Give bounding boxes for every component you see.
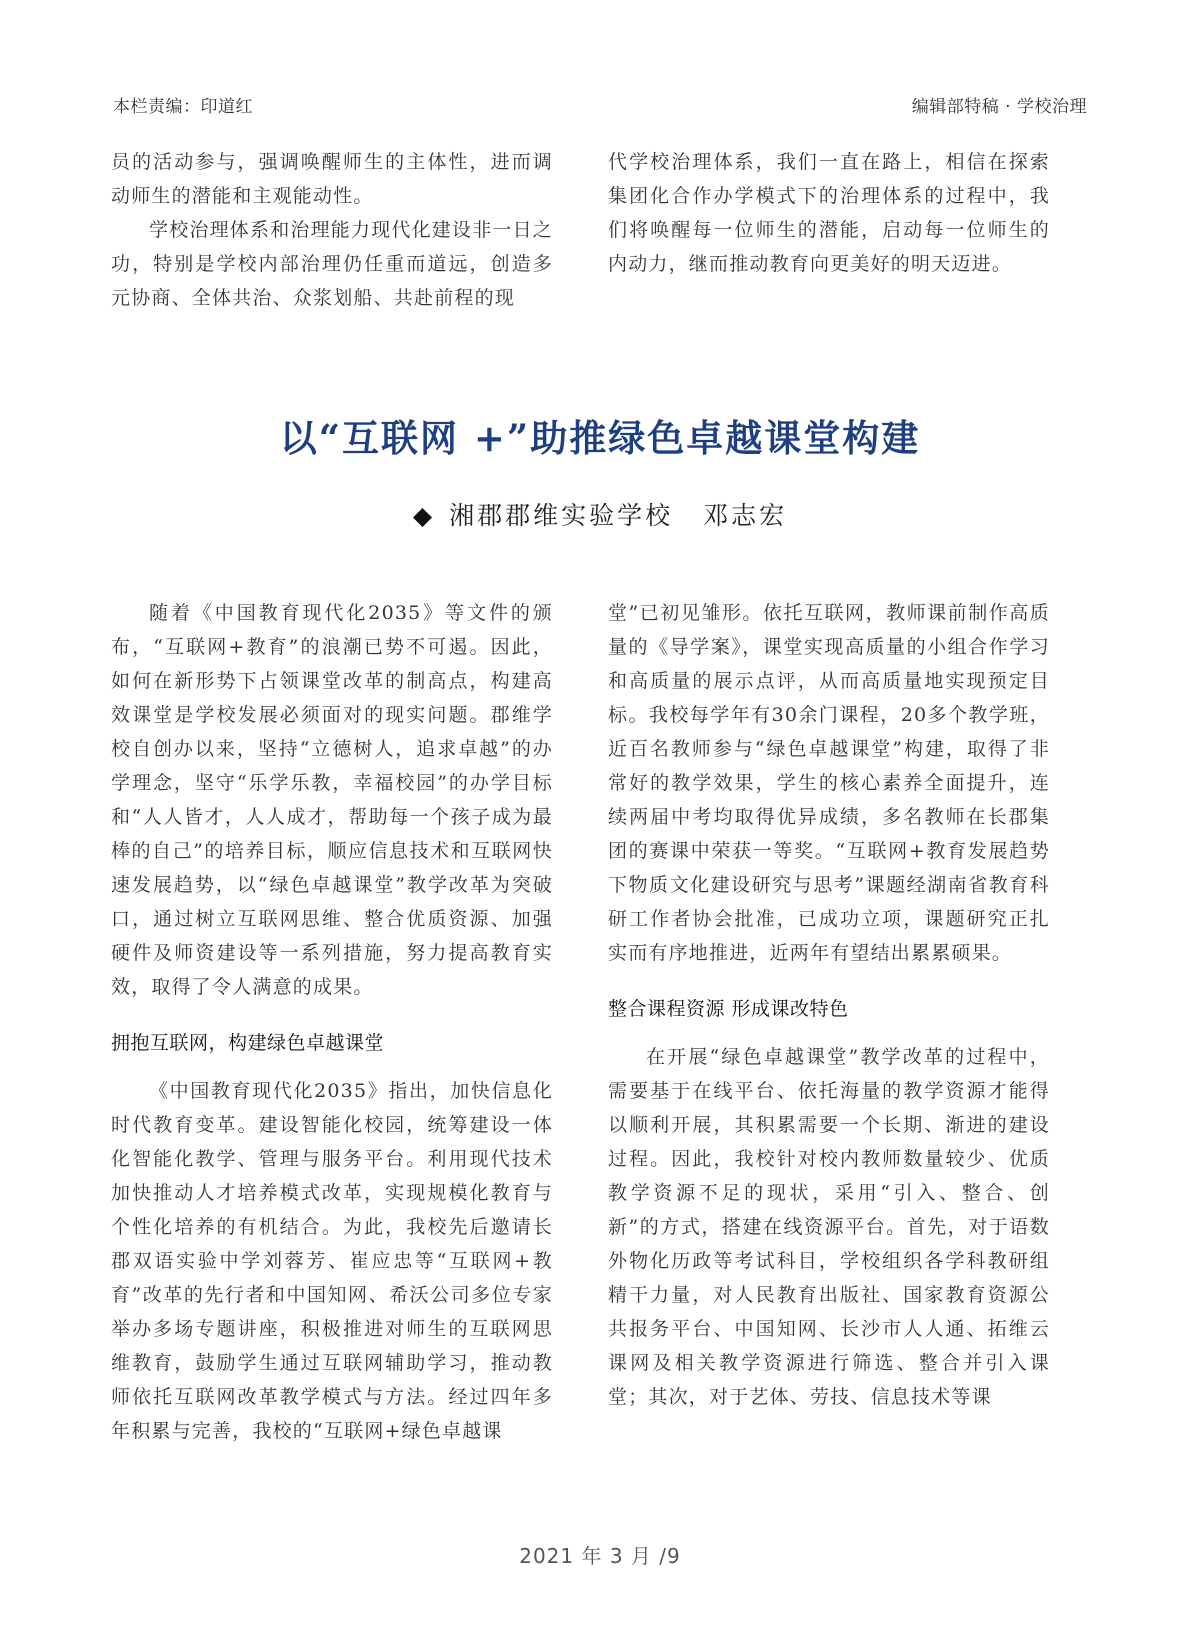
paragraph: 《中国教育现代化2035》指出，加快信息化时代教育变革。建设智能化校园，统筹建设一体化智能化教学、管理与服务平台。利用现代技术加快推动人才培养模式改革，实现规模化教育与个性化培养的有机结合。为此，我校先后邀请长郡双语实验中学刘蓉芳、崔应忠等“互联网+教育”改革的先行者和中国知网、希沃公司多位专家举办多场专题讲座，积极推进对师生的互联网思维教育，鼓励学生通过互联网辅助学习，推动教师依托互联网改革教学模式与方法。经过四年多年积累与完善，我校的“互联网+绿色卓越课 bbox=[111, 1080, 553, 1442]
column-editor: 本栏责编：印道红 bbox=[113, 97, 253, 117]
page-footer: 2021 年 3 月 /9 bbox=[519, 1544, 681, 1568]
byline bbox=[0, 496, 1200, 532]
section-heading: 拥抱互联网，构建绿色卓越课堂 bbox=[111, 1032, 385, 1054]
author-name: 邓志宏 bbox=[703, 501, 788, 530]
diamond-icon: ◆ bbox=[412, 501, 436, 530]
paragraph: 学校治理体系和治理能力现代化建设非一日之功，特别是学校内部治理仍任重而道远，创造多元协商、全体共治、众浆划船、共赴前程的现 bbox=[111, 219, 554, 309]
paragraph: 随着《中国教育现代化2035》等文件的颁布，“互联网+教育”的浪潮已势不可遏。因此，如何在新形势下占领课堂改革的制高点，构建高效课堂是学校发展必须面对的现实问题。郡维学校自创办以来，坚持“立德树人，追求卓越”的办学理念，坚守“乐学乐教，幸福校园”的办学目标和“人人皆才，人人成才，帮助每一个孩子成为最棒的自己”的培养目标，顺应信息技术和互联网快速发展趋势，以“绿色卓越课堂”教学改革为突破口，通过树立互联网思维、整合优质资源、加强硬件及师资建设等一系列措施，努力提高教育实效，取得了令人满意的成果。 bbox=[111, 602, 553, 998]
paragraph: 在开展“绿色卓越课堂”教学改革的过程中，需要基于在线平台、依托海量的教学资源才能得以顺利开展，其积累需要一个长期、渐进的建设过程。因此，我校针对校内教师数量较少、优质教学资源不足的现状，采用“引入、整合、创新”的方式，搭建在线资源平台。首先，对于语数外物化历政等考试科目，学校组织各学科教研组精干力量，对人民教育出版社、国家教育资源公共报务平台、中国知网、长沙市人人通、拓维云课网及相关教学资源进行筛选、整合并引入课堂；其次，对于艺体、劳技、信息技术等课 bbox=[608, 1046, 1050, 1408]
article-right-column bbox=[608, 596, 1050, 1414]
article-left-column bbox=[111, 596, 553, 1448]
paragraph: 员的活动参与，强调唤醒师生的主体性，进而调动师生的潜能和主观能动性。 bbox=[111, 151, 553, 207]
section-heading: 整合课程资源 形成课改特色 bbox=[608, 998, 849, 1020]
author-school: 湘郡郡维实验学校 bbox=[449, 501, 674, 530]
paragraph: 代学校治理体系，我们一直在路上，相信在探索集团化合作办学模式下的治理体系的过程中，我们将唤醒每一位师生的潜能，启动每一位师生的内动力，继而推动教育向更美好的明天迈进。 bbox=[608, 151, 1050, 275]
prev-article-left-column bbox=[111, 145, 553, 315]
article-title: 以“互联网 +”助推绿色卓越课堂构建 bbox=[279, 416, 921, 460]
prev-article-right-column bbox=[608, 145, 1050, 281]
section-label: 编辑部特稿 · 学校治理 bbox=[911, 97, 1087, 117]
paragraph: 堂”已初见雏形。依托互联网，教师课前制作高质量的《导学案》，课堂实现高质量的小组合作学习和高质量的展示点评，从而高质量地实现预定目标。我校每学年有30余门课程，20多个教学班，近百名教师参与“绿色卓越课堂”构建，取得了非常好的教学效果，学生的核心素养全面提升，连续两届中考均取得优异成绩，多名教师在长郡集团的赛课中荣获一等奖。“互联网+教育发展趋势下物质文化建设研究与思考”课题经湖南省教育科研工作者协会批准，已成功立项，课题研究正扎实而有序地推进，近两年有望结出累累硕果。 bbox=[608, 602, 1050, 964]
